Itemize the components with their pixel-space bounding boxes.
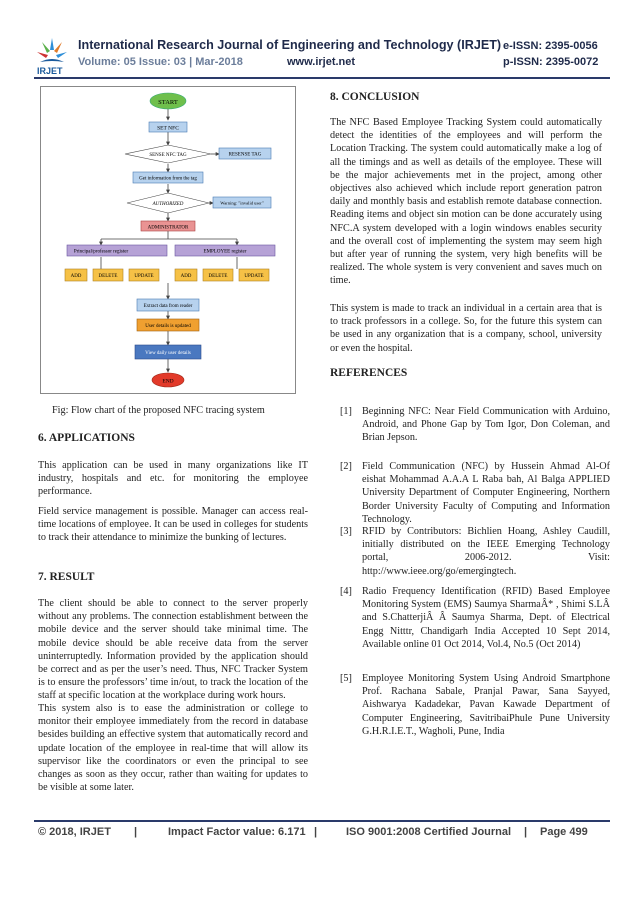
sense-nfc-label: SENSE NFC TAG [149,153,187,158]
footer-iso: ISO 9001:2008 Certified Journal [346,826,512,838]
principal-register-label: Principal/professor register [73,249,129,255]
footer-separator: | [314,826,318,838]
employee-register-label: EMPLOYEE register [203,249,247,255]
delete-label-1: DELETE [98,274,118,279]
conclusion-paragraph-2: This system is made to track an individual in a certain area that is to track professors in a college. So, for the future this system can be used in any organization that is a company, school, university or even the hospital. [330,303,602,354]
p-issn: p-ISSN: 2395-0072 [503,56,599,68]
extract-label: Extract data from reader [143,304,193,309]
reference-text: Beginning NFC: Near Field Communication with Arduino, Android, and Phone Gap by Tom Igor, Don Coleman, and Brian Jepson. [362,406,610,444]
conclusion-heading: 8. CONCLUSION [330,91,420,103]
reference-text: Radio Frequency Identification (RFID) Based Employee Monitoring System (EMS) Saumya SharmaÂ* , Shimi S.LÂ and S.ChatterjiÂ Â Saumya Sharma, Dept. of Electrical Engg Nitttr, Chandigarh India Accepted 10 Sept 2014, Available online 01 Oct 2014, Vol.4, No.5 (Oct 2014) [362,586,610,650]
reference-item [340,525,610,585]
logo-text: IRJET [37,66,63,76]
reference-item [340,672,610,752]
e-issn: e-ISSN: 2395-0056 [503,40,598,52]
reference-text: Employee Monitoring System Using Android Smartphone Prof. Rachana Sabale, Pranjal Pawar, Sana Sayyed, Aishwarya Kadadekar, Pavan Kawade Department of Computer Engineering, SavitribaiPhule Pune University G.H.R.I.E.T., Wagholi, Pune, India [362,673,610,737]
update-label-2: UPDATE [244,274,264,279]
page-header [0,0,638,82]
update-label-1: UPDATE [134,274,154,279]
reference-item [340,405,610,453]
footer-separator: | [524,826,528,838]
result-paragraph-2: This system also is to ease the administration or college to monitor their employee immediately from the record in database besides building an effective system that automatically record and update location of the employee in real-time that will allow its supervisor like the coordinators or even the principal to see changes as soon as they occur, rather than waiting for updates to be visible at some later. [38,703,308,794]
result-paragraph-1: The client should be able to connect to the server properly without any problems. The connection establishment between the mobile device and the server should take minimal time. The mobile device should be able receive data from the server uninterruptedly. Information provided by the application should be correct and as per the user’s need. Thus, NFC Tracker System is to ensure the professors’ time in/out, to track the location of the staff at specific location at the workplace during work hours. [38,598,308,702]
applications-paragraph-2: Field service management is possible. Manager can access real-time locations of employee. It can be used in colleges for students to track their attendance to minimize the bunking of lectures. [38,506,308,544]
reference-item [340,585,610,675]
start-label: START [158,99,178,106]
footer-impact-factor: Impact Factor value: 6.171 [168,826,306,838]
result-heading: 7. RESULT [38,571,95,583]
journal-title: International Research Journal of Engineering and Technology (IRJET) [78,38,502,52]
resense-label: RESENSE TAG [228,152,262,158]
get-info-label: Get information from the tag [139,176,197,182]
applications-paragraph-1: This application can be used in many organizations like IT industry, hospitals and etc. for monitoring the employee performance. [38,460,308,498]
footer-copyright: © 2018, IRJET [38,826,111,838]
volume-info: Volume: 05 Issue: 03 | Mar-2018 [78,56,243,68]
reference-number: [5] [340,673,352,684]
authorized-label: AUTHORIZED [152,202,184,207]
add-label-2: ADD [180,274,192,279]
end-label: END [162,378,174,385]
conclusion-paragraph-1: The NFC Based Employee Tracking System could automatically detect the identities of the employees and will perform the Location Tracking. The system could automatically make a log of all the timings and as well as details of the employee. These will be the major achievements met in the project, among other objectives also achieved which include report generation patron daily and monthly basis and establish remote database connection. Reading items and object sin motion can be done accurately using NFC.A system developed with a login windows enables security and the overall cost of implementing the system may seem high but after year of running the system, very high benefits will be realized. The whole system is very convenient and saves much on time. [330,117,602,287]
reference-number: [1] [340,406,352,417]
footer-separator: | [134,826,138,838]
reference-number: [4] [340,586,352,597]
reference-number: [3] [340,526,352,537]
add-label-1: ADD [70,274,82,279]
footer-page-number: Page 499 [540,826,588,838]
references-heading: REFERENCES [330,367,408,379]
administrator-label: ADMINISTRATOR [147,225,189,231]
reference-item [340,460,610,535]
warning-label: Warning: "invalid user" [220,200,264,206]
view-daily-label: View daily user details [145,351,191,356]
applications-heading: 6. APPLICATIONS [38,432,135,444]
header-divider [34,77,610,79]
set-nfc-label: SET NFC [157,125,179,132]
website-link[interactable]: www.irjet.net [287,56,356,68]
user-updated-label: User details is updated [145,324,191,329]
reference-text: RFID by Contributors: Bichlien Hoang, Ashley Caudill, initially distributed on the IEEE Emerging Technology portal, 2006-2012. Visit: http://www.ieee.org/go/emergingtech. [362,526,610,577]
flowchart [41,87,295,393]
reference-number: [2] [340,461,352,472]
reference-text: Field Communication (NFC) by Hussein Ahmad Al-Of eishat Mohammad A.A.A L Raba bah, Al Balga APPLIED University Department of Computer Engineering, Northern Border University Faculty of Computing and Information Technology. [362,461,610,525]
figure-frame [40,86,296,394]
footer-divider [34,820,610,822]
delete-label-2: DELETE [208,274,228,279]
figure-caption: Fig: Flow chart of the proposed NFC tracing system [52,405,265,416]
